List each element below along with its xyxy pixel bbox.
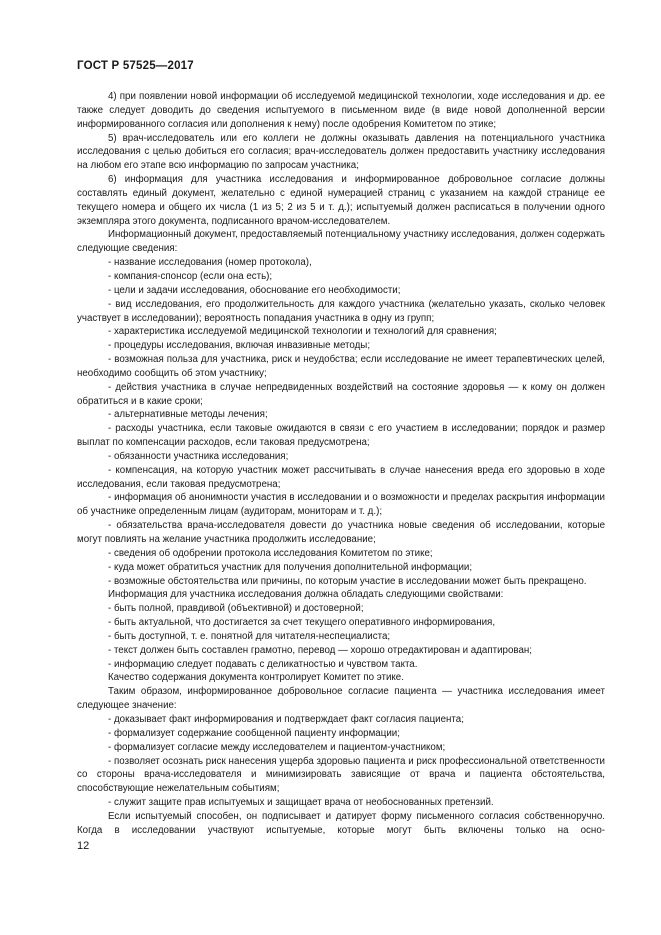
list-item: - формализует согласие между исследователем и пациентом-участником; — [108, 741, 446, 753]
paragraph-signature: Если испытуемый способен, он подписывает и датирует форму письменного согласия собственноручно. Когда в исследовании участвуют испытуемые, которые могут быть включены только на осно- — [77, 810, 605, 836]
paragraph-info-properties-intro: Информация для участника исследования должна обладать следующими свойствами: — [108, 589, 504, 601]
list-item: - быть доступной, т. е. понятной для читателя-неспециалиста; — [108, 630, 391, 642]
list-item: - вид исследования, его продолжительность для каждого участника (желательно указать, сколько человек участвует в исследовании); вероятность попадания участника в одну из групп; — [77, 298, 605, 324]
list-item: - текст должен быть составлен грамотно, перевод — хорошо отредактирован и адаптирован; — [108, 644, 532, 656]
list-item: - возможные обстоятельства или причины, по которым участие в исследовании может быть прекращено. — [108, 575, 587, 587]
document-body — [77, 90, 605, 838]
list-item: - быть полной, правдивой (объективной) и достоверной; — [108, 603, 364, 615]
list-item: - цели и задачи исследования, обоснование его необходимости; — [108, 284, 401, 296]
paragraph-item-5: 5) врач-исследователь или его коллеги не должны оказывать давления на потенциального участника исследования с целью добиться его согласия; врач-исследователь должен предоставить участнику исследования на любом его этапе всю информацию по запросам участника; — [77, 132, 605, 172]
list-item: - информацию следует подавать с деликатностью и чувством такта. — [108, 658, 418, 670]
list-item: - служит защите прав испытуемых и защищает врача от необоснованных претензий. — [108, 797, 494, 809]
list-item: - позволяет осознать риск нанесения ущерба здоровью пациента и риск профессиональной ответственности со стороны врача-исследователя и минимизировать зависящие от врача и пациента обстоятельства, способствующие нежелательным событиям; — [77, 755, 605, 795]
paragraph-consent-significance: Таким образом, информированное добровольное согласие пациента — участника исследования имеет следующее значение: — [77, 686, 605, 712]
list-item: - доказывает факт информирования и подтверждает факт согласия пациента; — [108, 713, 464, 725]
page-number: 12 — [77, 840, 90, 852]
paragraph-item-4: 4) при появлении новой информации об исследуемой медицинской технологии, ходе исследования и др. ее также следует доводить до сведения испытуемого в письменном виде (в виде новой дополненной версии информированного согласия или дополнения к нему) после одобрения Комитетом по этике; — [77, 91, 605, 130]
list-item: - информация об анонимности участия в исследовании и о возможности и пределах раскрытия информации об участнике определенным лицам (аудиторам, мониторам и т. д.); — [77, 492, 605, 518]
list-item: - название исследования (номер протокола), — [108, 257, 312, 269]
list-item: - процедуры исследования, включая инвазивные методы; — [108, 340, 371, 352]
list-item: - обязанности участника исследования; — [108, 450, 289, 462]
list-item: - быть актуальной, что достигается за счет текущего оперативного информирования, — [108, 617, 496, 629]
list-item: - компания-спонсор (если она есть); — [108, 270, 273, 282]
list-item: - сведения об одобрении протокола исследования Комитетом по этике; — [108, 547, 433, 559]
list-item: - обязательства врача-исследователя довести до участника новые сведения об исследовании, которые могут повлиять на желание участника продолжить исследование; — [77, 520, 605, 545]
list-item: - действия участника в случае непредвиденных воздействий на состояние здоровья — к кому он должен обратиться и в какие сроки; — [77, 381, 605, 407]
document-header: ГОСТ Р 57525—2017 — [77, 60, 194, 72]
list-item: - расходы участника, если таковые ожидаются в связи с его участием в исследовании; порядок и размер выплат по компенсации расходов, если таковая предусмотрена; — [77, 423, 605, 449]
paragraph-info-document-intro: Информационный документ, предоставляемый потенциальному участнику исследования, должен содержать следующие сведения: — [77, 229, 605, 255]
list-item: - возможная польза для участника, риск и неудобства; если исследование не имеет терапевтических целей, необходимо сообщить об этом участнику; — [77, 354, 605, 379]
list-item: - компенсация, на которую участник может рассчитывать в случае нанесения вреда его здоровью в ходе исследования, если таковая предусмотрена; — [77, 464, 605, 490]
list-item: - характеристика исследуемой медицинской технологии и технологий для сравнения; — [108, 326, 497, 338]
list-item: - формализует содержание сообщенной пациенту информации; — [108, 727, 400, 739]
paragraph-quality-control: Качество содержания документа контролирует Комитет по этике. — [108, 672, 404, 684]
list-item: - альтернативные методы лечения; — [108, 409, 268, 421]
list-item: - куда может обратиться участник для получения дополнительной информации; — [108, 561, 473, 573]
paragraph-item-6: 6) информация для участника исследования и информированное добровольное согласие должны составлять единый документ, желательно с единой нумерацией страниц с указанием на каждой странице ее текущего номера и общего их числа (1 из 5; 2 из 5 и т. д.); испытуемый должен расписаться в получении одного экземпляра этого документа, подписанного врачом-исследователем. — [77, 174, 605, 227]
